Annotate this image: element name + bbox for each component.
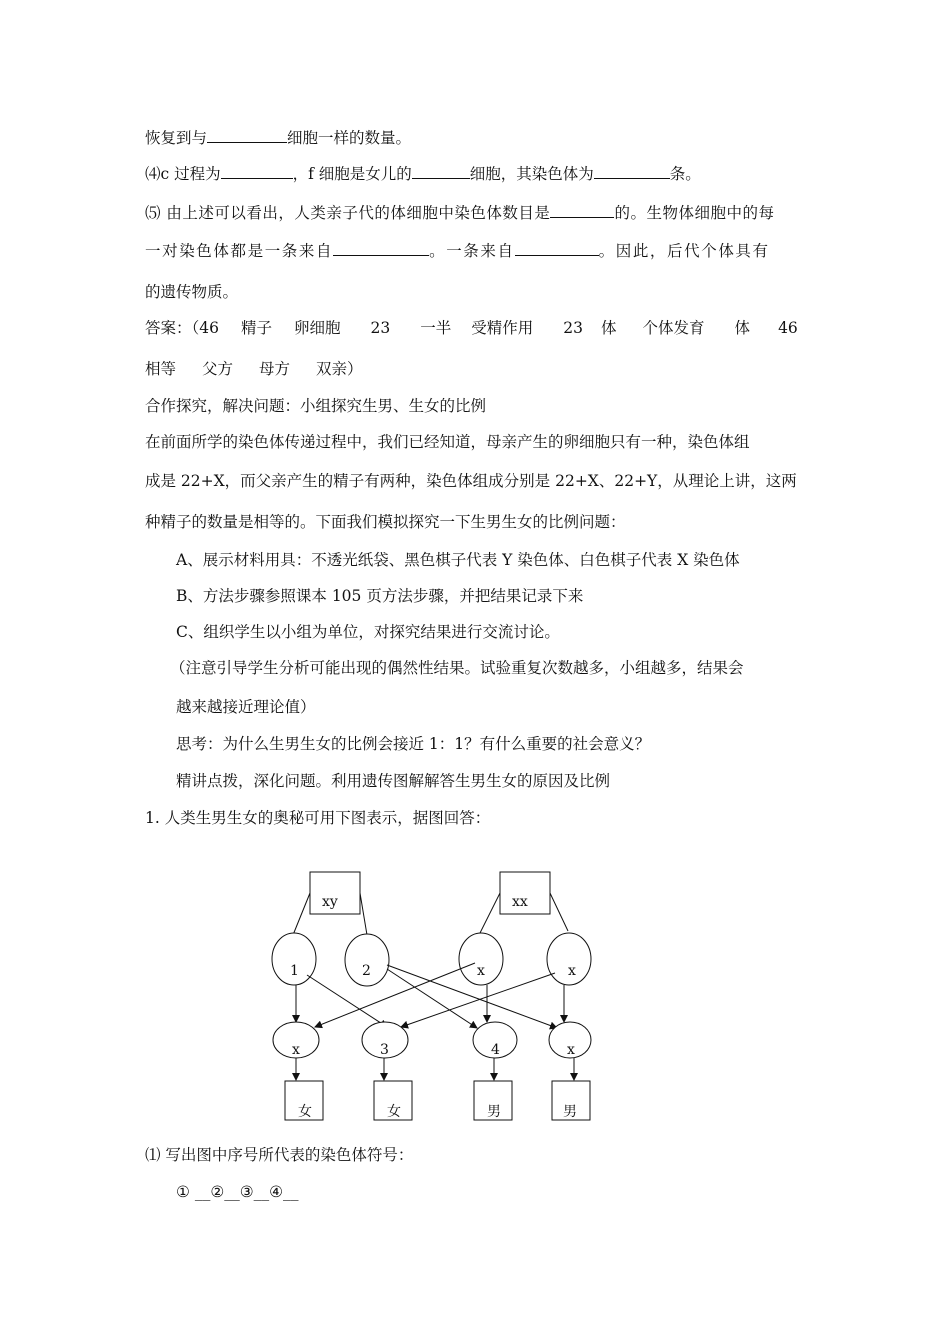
offspring-4-label: 男: [563, 1104, 577, 1120]
sperm-1-label: 1: [290, 963, 299, 979]
text: 的遗传物质。: [145, 283, 239, 301]
blank: [333, 241, 429, 256]
answer-item: 23: [563, 319, 584, 337]
note-line-1: （注意引导学生分析可能出现的偶然性结果。试验重复次数越多，小组越多，结果会: [170, 659, 744, 677]
connector-line: [550, 893, 568, 931]
answer-item: 体: [601, 319, 617, 337]
answer-line-2: [145, 359, 363, 379]
step-b: B、方法步骤参照课本 105 页方法步骤，并把结果记录下来: [176, 587, 584, 605]
question-5-line-2: [145, 241, 770, 261]
answer-label: 答案：（46: [145, 319, 219, 337]
answer-line-1: [145, 318, 798, 338]
zygote-3-label: 4: [491, 1042, 500, 1058]
q-continuation: [145, 128, 411, 148]
answer-item: 双亲）: [316, 360, 363, 378]
answer-item: 23: [370, 319, 391, 337]
section-paragraph-1: 在前面所学的染色体传递过程中，我们已经知道，母亲产生的卵细胞只有一种，染色体组: [145, 433, 750, 451]
blank: [550, 203, 614, 218]
question-1-title: 1. 人类生男生女的奥秘可用下图表示，据图回答：: [145, 809, 491, 827]
text: ⑷c 过程为: [145, 165, 221, 183]
text: 细胞一样的数量。: [287, 129, 412, 147]
answer-item: 受精作用: [471, 319, 534, 337]
answer-item: 46: [778, 319, 798, 337]
sperm-2-label: 2: [362, 963, 371, 979]
blank: [207, 128, 287, 143]
section-paragraph-2: 成是 22+X，而父亲产生的精子有两种，染色体组成分别是 22+X、22+Y，从理论上讲，这两: [145, 472, 797, 490]
answer-item: 一半: [420, 319, 452, 337]
question-4: [145, 164, 701, 184]
blank: [594, 164, 670, 179]
egg-2-label: x: [568, 963, 576, 979]
section-paragraph-3: 种精子的数量是相等的。下面我们模拟探究一下生男生女的比例问题：: [145, 513, 626, 531]
answer-item: 体: [734, 319, 751, 337]
text: 。因此，后代个体具有: [598, 242, 770, 260]
question-5-line-3: [145, 282, 238, 302]
arrow: [315, 963, 475, 1027]
offspring-2-label: 女: [387, 1104, 401, 1120]
arrow: [387, 969, 477, 1028]
think-question: 思考：为什么生男生女的比例会接近 1：1？有什么重要的社会意义？: [176, 735, 651, 753]
inheritance-diagram: [265, 865, 605, 1130]
blank: [221, 164, 293, 179]
text: ⑸ 由上述可以看出，人类亲子代的体细胞中染色体数目是: [145, 204, 551, 222]
text: 一对染色体都是一条来自: [145, 242, 334, 260]
text: 的。生物体细胞中的每: [614, 204, 775, 222]
blank: [515, 241, 599, 256]
question-5-line-1: [145, 203, 774, 223]
text: 条。: [669, 165, 701, 183]
step-c: C、组织学生以小组为单位，对探究结果进行交流讨论。: [176, 623, 560, 641]
egg-1-label: x: [477, 963, 485, 979]
answer-item: 父方: [202, 360, 234, 378]
mother-label: xx: [512, 894, 528, 910]
sub-question-1: ⑴ 写出图中序号所代表的染色体符号：: [145, 1146, 414, 1164]
connector-line: [480, 893, 500, 933]
connector-line: [293, 893, 310, 935]
text: 恢复到与: [145, 129, 208, 147]
step-a: A、展示材料用具：不透光纸袋、黑色棋子代表 Y 染色体、白色棋子代表 X 染色体: [176, 551, 740, 569]
zygote-2-label: 3: [380, 1042, 389, 1058]
answer-item: 精子: [240, 319, 272, 337]
section-title: 合作探究，解决问题：小组探究生男、生女的比例: [145, 397, 487, 415]
text: 。一条来自: [429, 242, 515, 260]
answer-blanks-line: ① __②__③__④__: [176, 1183, 299, 1201]
text: ，f 细胞是女儿的: [292, 165, 412, 183]
blank: [412, 164, 470, 179]
answer-item: 母方: [259, 360, 291, 378]
answer-item: 个体发育: [642, 319, 705, 337]
jingjiang-line: 精讲点拨，深化问题。利用遗传图解解答生男生女的原因及比例: [176, 772, 611, 790]
note-line-2: 越来越接近理论值）: [176, 698, 316, 716]
connector-line: [360, 893, 367, 935]
answer-item: 相等: [145, 360, 177, 378]
zygote-1-label: x: [292, 1042, 300, 1058]
offspring-1-label: 女: [298, 1104, 312, 1120]
answer-item: 卵细胞: [294, 319, 341, 337]
offspring-3-label: 男: [487, 1104, 501, 1120]
text: 细胞，其染色体为: [469, 165, 594, 183]
father-label: xy: [322, 894, 338, 910]
zygote-4-label: x: [567, 1042, 575, 1058]
